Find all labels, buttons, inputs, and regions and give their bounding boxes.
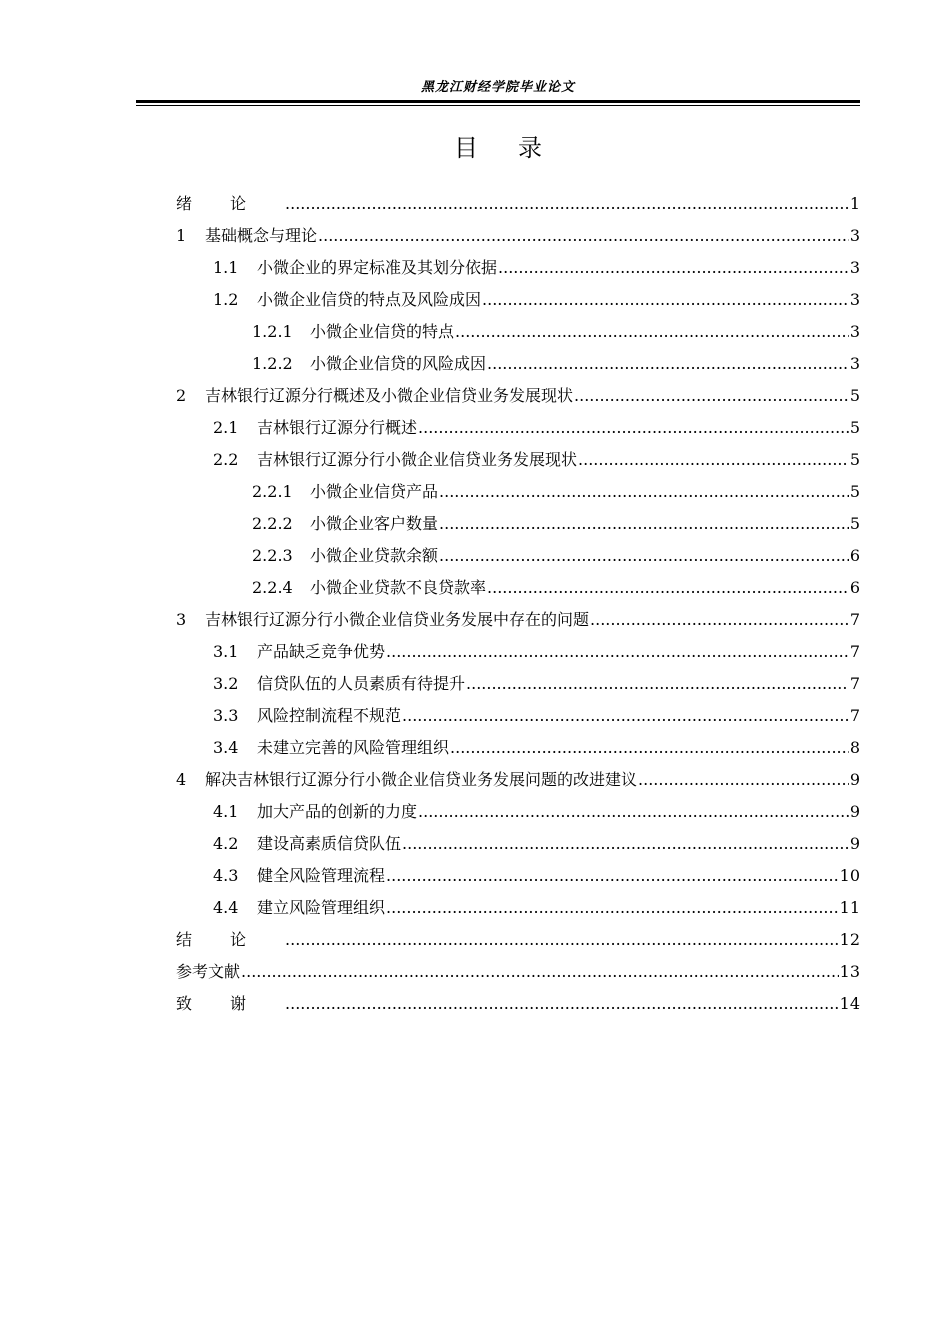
toc-leader	[439, 514, 849, 534]
toc-entry-title: 结论	[176, 930, 285, 949]
toc-entry-page: 3	[849, 322, 860, 341]
toc-leader	[574, 386, 849, 406]
toc-entry-title: 加大产品的创新的力度	[257, 802, 418, 821]
header-rule-thin	[136, 105, 860, 106]
toc-entry-number: 2.2.3	[252, 546, 293, 565]
toc-entry-number: 3	[176, 610, 187, 629]
toc-entry-title: 吉林银行辽源分行小微企业信贷业务发展中存在的问题	[205, 610, 590, 629]
table-of-contents	[176, 188, 860, 1020]
toc-leader	[318, 226, 849, 246]
toc-entry[interactable]	[176, 924, 860, 956]
toc-entry[interactable]	[176, 444, 860, 476]
toc-leader	[285, 994, 839, 1014]
toc-entry-title: 小微企业客户数量	[310, 514, 439, 533]
toc-leader	[466, 674, 849, 694]
toc-entry[interactable]	[176, 700, 860, 732]
toc-entry-page: 11	[839, 898, 860, 917]
toc-entry[interactable]	[176, 988, 860, 1020]
toc-leader	[578, 450, 849, 470]
toc-entry[interactable]	[176, 316, 860, 348]
toc-entry-title: 小微企业贷款不良贷款率	[310, 578, 487, 597]
toc-entry-number: 4.1	[213, 802, 239, 821]
toc-entry-title: 参考文献	[176, 962, 241, 981]
toc-entry[interactable]	[176, 668, 860, 700]
toc-entry-number: 1.2	[213, 290, 239, 309]
toc-leader	[386, 898, 839, 918]
toc-leader	[402, 834, 849, 854]
toc-entry-title: 小微企业信贷的特点及风险成因	[257, 290, 482, 309]
toc-entry[interactable]	[176, 220, 860, 252]
toc-entry-page: 9	[849, 802, 860, 821]
toc-entry[interactable]	[176, 188, 860, 220]
toc-entry[interactable]	[176, 604, 860, 636]
toc-entry[interactable]	[176, 732, 860, 764]
toc-leader	[487, 578, 849, 598]
toc-entry[interactable]	[176, 380, 860, 412]
toc-leader	[386, 642, 849, 662]
toc-entry-page: 12	[839, 930, 860, 949]
toc-entry[interactable]	[176, 764, 860, 796]
toc-leader	[455, 322, 849, 342]
toc-leader	[439, 546, 849, 566]
toc-entry[interactable]	[176, 572, 860, 604]
toc-entry-page: 6	[849, 546, 860, 565]
toc-entry-title: 小微企业信贷的风险成因	[310, 354, 487, 373]
toc-entry-page: 3	[849, 290, 860, 309]
toc-entry-page: 5	[849, 482, 860, 501]
toc-leader	[285, 930, 839, 950]
toc-entry[interactable]	[176, 828, 860, 860]
toc-leader	[450, 738, 849, 758]
toc-leader	[439, 482, 849, 502]
page-header: 黑龙江财经学院毕业论文	[420, 80, 575, 95]
toc-entry-page: 5	[849, 450, 860, 469]
toc-entry-page: 13	[839, 962, 860, 981]
toc-entry-page: 8	[849, 738, 860, 757]
toc-entry-page: 3	[849, 258, 860, 277]
header-rule-thick	[136, 100, 860, 103]
toc-entry-page: 3	[849, 354, 860, 373]
toc-entry-page: 14	[839, 994, 860, 1013]
toc-entry-number: 1.2.1	[252, 322, 293, 341]
toc-entry-title: 风险控制流程不规范	[257, 706, 402, 725]
toc-entry-title: 吉林银行辽源分行概述及小微企业信贷业务发展现状	[205, 386, 574, 405]
toc-leader	[386, 866, 839, 886]
toc-entry-number: 4.2	[213, 834, 239, 853]
toc-entry[interactable]	[176, 412, 860, 444]
toc-entry-title: 吉林银行辽源分行小微企业信贷业务发展现状	[257, 450, 578, 469]
toc-entry[interactable]	[176, 796, 860, 828]
toc-entry-title: 健全风险管理流程	[257, 866, 386, 885]
toc-entry-title: 基础概念与理论	[205, 226, 318, 245]
toc-entry-page: 1	[849, 194, 860, 213]
toc-entry-number: 1.2.2	[252, 354, 293, 373]
toc-entry-title: 建立风险管理组织	[257, 898, 386, 917]
toc-entry-page: 5	[849, 514, 860, 533]
toc-entry-number: 2.2.1	[252, 482, 293, 501]
toc-entry-number: 2.2.2	[252, 514, 293, 533]
toc-entry-page: 7	[849, 610, 860, 629]
toc-entry-title: 小微企业贷款余额	[310, 546, 439, 565]
toc-leader	[418, 802, 849, 822]
toc-entry[interactable]	[176, 956, 860, 988]
toc-leader	[498, 258, 849, 278]
toc-entry-page: 5	[849, 386, 860, 405]
toc-entry-number: 4	[176, 770, 187, 789]
toc-entry[interactable]	[176, 892, 860, 924]
toc-entry-page: 7	[849, 674, 860, 693]
toc-leader	[418, 418, 849, 438]
toc-leader	[402, 706, 849, 726]
toc-entry-number: 3.2	[213, 674, 239, 693]
toc-entry-title: 绪论	[176, 194, 285, 213]
toc-entry-title: 解决吉林银行辽源分行小微企业信贷业务发展问题的改进建议	[205, 770, 638, 789]
toc-leader	[487, 354, 849, 374]
toc-leader	[285, 194, 849, 214]
toc-entry-number: 4.4	[213, 898, 239, 917]
toc-entry-title: 致谢	[176, 994, 285, 1013]
toc-entry-number: 2.2.4	[252, 578, 293, 597]
toc-entry[interactable]	[176, 476, 860, 508]
toc-entry[interactable]	[176, 508, 860, 540]
toc-entry-title: 小微企业信贷产品	[310, 482, 439, 501]
toc-entry-page: 9	[849, 834, 860, 853]
toc-entry-page: 6	[849, 578, 860, 597]
toc-entry-number: 2.1	[213, 418, 239, 437]
toc-entry-number: 4.3	[213, 866, 239, 885]
toc-entry[interactable]	[176, 636, 860, 668]
toc-entry-page: 5	[849, 418, 860, 437]
toc-leader	[482, 290, 849, 310]
toc-entry-page: 3	[849, 226, 860, 245]
toc-entry-title: 小微企业的界定标准及其划分依据	[257, 258, 498, 277]
toc-entry[interactable]	[176, 860, 860, 892]
toc-entry-title: 小微企业信贷的特点	[310, 322, 455, 341]
toc-entry-title: 信贷队伍的人员素质有待提升	[257, 674, 466, 693]
toc-entry-page: 7	[849, 706, 860, 725]
toc-entry-number: 3.1	[213, 642, 239, 661]
toc-entry-number: 1	[176, 226, 187, 245]
toc-entry-title: 产品缺乏竞争优势	[257, 642, 386, 661]
toc-entry-page: 9	[849, 770, 860, 789]
toc-entry-number: 2.2	[213, 450, 239, 469]
toc-entry-page: 10	[839, 866, 860, 885]
toc-leader	[590, 610, 849, 630]
toc-entry-title: 吉林银行辽源分行概述	[257, 418, 418, 437]
toc-entry-page: 7	[849, 642, 860, 661]
toc-entry-number: 3.4	[213, 738, 239, 757]
toc-entry[interactable]	[176, 284, 860, 316]
toc-leader	[241, 962, 839, 982]
toc-entry[interactable]	[176, 252, 860, 284]
toc-entry-title: 未建立完善的风险管理组织	[257, 738, 450, 757]
toc-title: 目录	[454, 134, 582, 162]
toc-entry-number: 2	[176, 386, 187, 405]
toc-entry[interactable]	[176, 348, 860, 380]
toc-leader	[638, 770, 849, 790]
toc-entry-number: 1.1	[213, 258, 239, 277]
toc-entry-title: 建设高素质信贷队伍	[257, 834, 402, 853]
toc-entry[interactable]	[176, 540, 860, 572]
toc-entry-number: 3.3	[213, 706, 239, 725]
